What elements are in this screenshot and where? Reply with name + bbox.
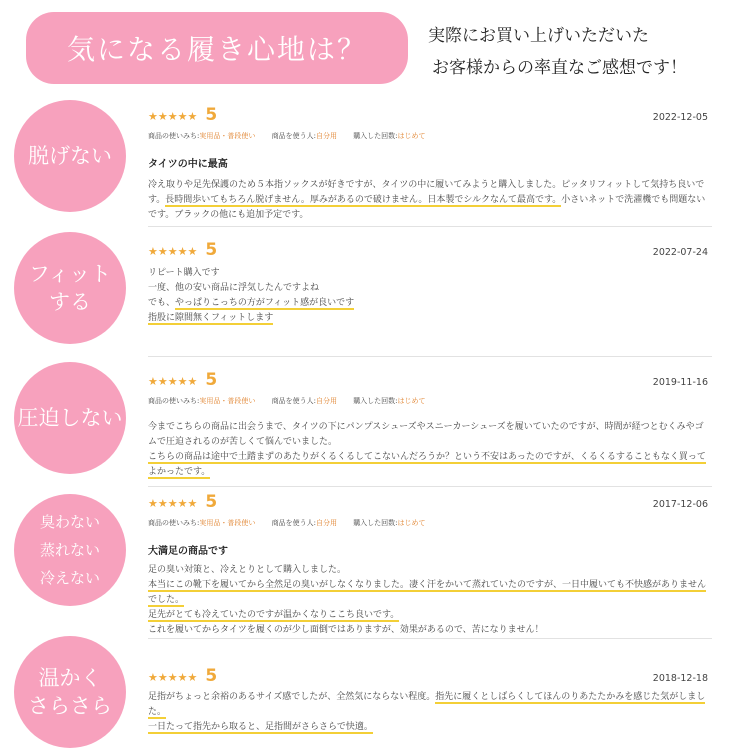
review-body — [148, 690, 708, 735]
rating-score: 5 — [205, 666, 218, 686]
review-text: 足の臭い対策と、冷えとりとして購入しました。 — [148, 565, 347, 575]
review-highlight: 長時間歩いてもちろん脱げません。厚みがあるので破けません。日本製でシルクなんて最高です。 — [165, 195, 562, 205]
meta-value: 実用品・普段使い — [199, 132, 256, 140]
header-title: 気になる履き心地は？ — [66, 33, 367, 66]
review-title: 大満足の商品です — [148, 546, 228, 557]
review-card — [148, 240, 708, 326]
review-highlight: 指股に隙間無くフィットします — [148, 313, 274, 323]
meta-label: 商品を使う人: — [271, 132, 316, 140]
review-body — [148, 563, 708, 638]
meta-label: 商品の使いみち: — [148, 519, 200, 527]
star-rating-icon: ★★★★★ — [148, 497, 198, 510]
review-body — [148, 178, 708, 223]
header-note-line1: 実際にお買い上げいただいた — [428, 26, 649, 46]
review-text: 冷え取りや足先保護のため５本指ソックスが好きですが、タイツの中に履いてみようと購入しました。ピッタリフィットして気持ち良いです。 — [148, 180, 705, 205]
review-text: リピート購入です — [148, 268, 220, 278]
star-rating-icon: ★★★★★ — [148, 671, 198, 684]
rating-score: 5 — [205, 370, 218, 390]
star-rating-icon: ★★★★★ — [148, 110, 198, 123]
review-card — [148, 666, 708, 735]
badge-text: 臭わない — [39, 513, 100, 531]
meta-value: はじめて — [397, 519, 426, 527]
meta-label: 商品の使いみち: — [148, 397, 200, 405]
divider — [148, 638, 712, 639]
review-text: 一度、他の安い商品に浮気したんですよね — [148, 283, 320, 293]
review-date: 2022-07-24 — [652, 247, 708, 258]
badge-text: フィット — [28, 261, 112, 286]
badge-text: 冷えない — [39, 569, 100, 587]
review-card — [148, 105, 708, 223]
star-rating-icon: ★★★★★ — [148, 245, 198, 258]
meta-label: 商品の使いみち: — [148, 132, 200, 140]
divider — [148, 356, 712, 357]
header-title-pill — [26, 12, 408, 84]
badge-text: 圧迫しない — [17, 405, 123, 430]
rating-score: 5 — [205, 105, 218, 125]
review-title: タイツの中に最高 — [148, 159, 228, 170]
meta-label: 購入した回数: — [353, 132, 398, 140]
header-note-line2: お客様からの率直なご感想です！ — [432, 58, 687, 78]
review-body — [148, 420, 708, 480]
star-rating-icon: ★★★★★ — [148, 375, 198, 388]
review-text: でも、 — [148, 298, 176, 308]
review-meta — [148, 518, 708, 528]
review-text: これを履いてからタイツを履くのが少し面倒ではありますが、効果があるので、苦になりません！ — [148, 625, 544, 635]
meta-value: 自分用 — [315, 519, 337, 527]
review-text: 足指がちょっと余裕のあるサイズ感でしたが、全然気にならない程度。 — [148, 692, 436, 702]
meta-label: 商品を使う人: — [271, 519, 316, 527]
review-text: 今までこちらの商品に出会うまで、タイツの下にパンプスシューズやスニーカーシューズを履いていたのですが、時間が経つとむくみやゴムで圧迫されるのが苦しくて悩んでいました。 — [148, 422, 704, 447]
badge-text: 温かく — [38, 665, 102, 690]
meta-value: 自分用 — [315, 132, 337, 140]
review-meta — [148, 131, 708, 141]
badge-text: する — [49, 290, 91, 314]
badge-text: さらさら — [28, 694, 112, 718]
meta-label: 商品を使う人: — [271, 397, 316, 405]
rating-score: 5 — [205, 240, 218, 260]
review-highlight: 一日たって指先から取ると、足指間がさらさらで快適。 — [148, 722, 373, 732]
review-highlight: 指先に履くとしばらくしてほんのりあたたかみを感じた気がしました。 — [148, 692, 706, 717]
divider — [148, 226, 712, 227]
review-date: 2018-12-18 — [652, 673, 708, 684]
meta-value: はじめて — [397, 397, 426, 405]
review-highlight: 足先がとても冷えていたのですが温かくなりここち良いです。 — [148, 610, 400, 620]
meta-value: 実用品・普段使い — [199, 397, 256, 405]
review-highlight: やっぱりこっちの方がフィット感が良いです — [175, 298, 355, 308]
meta-label: 購入した回数: — [353, 397, 398, 405]
review-meta — [148, 396, 708, 406]
review-date: 2022-12-05 — [652, 112, 708, 123]
rating-score: 5 — [205, 492, 218, 512]
meta-value: はじめて — [397, 132, 426, 140]
badge-circle — [14, 494, 126, 606]
review-card — [148, 492, 708, 638]
review-text: 小さいネットで洗濯機でも問題ないです。ブラックの他にも追加予定です。 — [148, 195, 706, 220]
review-card — [148, 370, 708, 480]
meta-value: 自分用 — [315, 397, 337, 405]
review-date: 2019-11-16 — [652, 377, 708, 388]
divider — [148, 486, 712, 487]
review-highlight: 本当にこの靴下を履いてから全然足の臭いがしなくなりました。凄く汗をかいて蒸れていたのですが、一日中履いても不快感がありませんでした。 — [148, 580, 707, 605]
badge-circle — [14, 636, 126, 748]
badge-circle — [14, 232, 126, 344]
meta-value: 実用品・普段使い — [199, 519, 256, 527]
badge-text: 脱げない — [28, 143, 112, 168]
badge-text: 蒸れない — [39, 541, 100, 559]
meta-label: 購入した回数: — [353, 519, 398, 527]
badge-circle — [14, 100, 126, 212]
header-note — [428, 20, 738, 84]
review-highlight: こちらの商品は途中で土踏まずのあたりがくるくるしてこないんだろうか？という不安はあったのですが、くるくるすることもなく買ってよかったです。 — [148, 452, 706, 477]
review-date: 2017-12-06 — [652, 499, 708, 510]
badge-circle — [14, 362, 126, 474]
review-body — [148, 266, 708, 326]
